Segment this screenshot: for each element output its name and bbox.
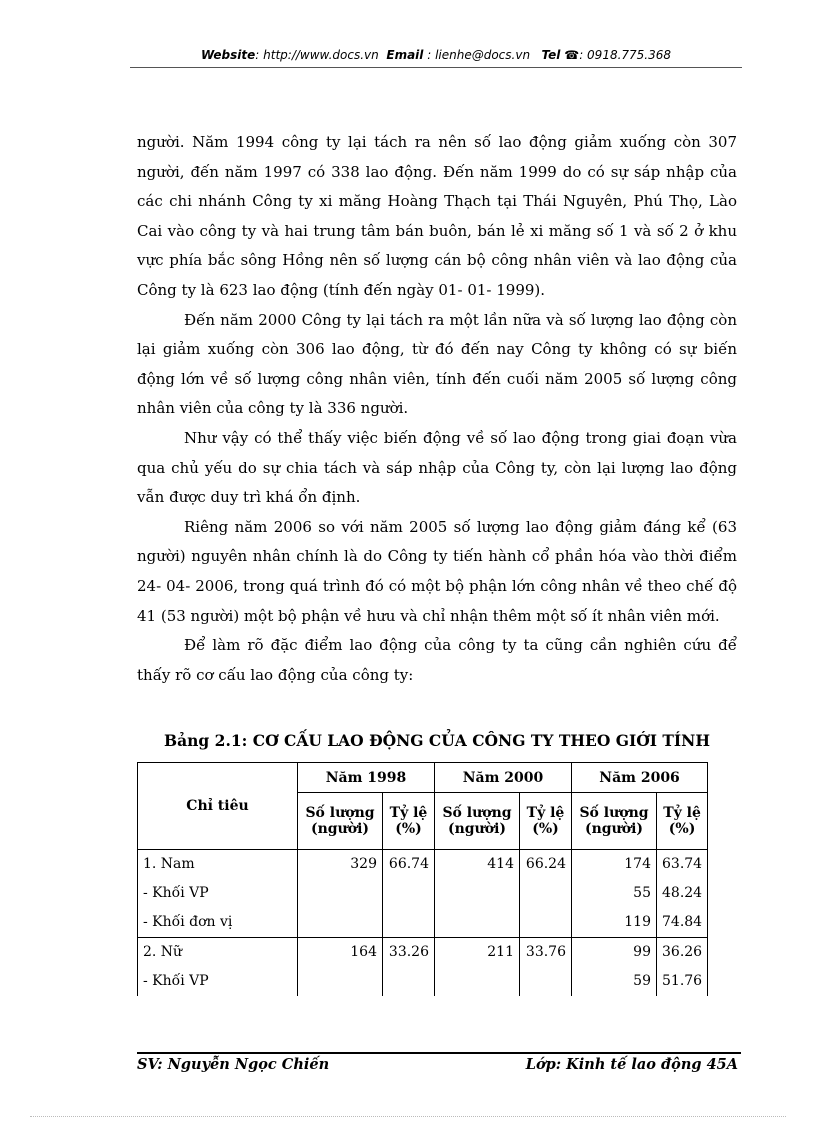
footer-divider	[137, 1052, 741, 1054]
cell-value: 63.74 48.24 74.84	[657, 850, 708, 938]
cell-value: 33.76	[520, 938, 572, 997]
cell-value: 66.74	[383, 850, 435, 938]
row-labels: 1. Nam - Khối VP - Khối đơn vị	[138, 850, 298, 938]
email-link[interactable]: : lienhe@docs.vn	[423, 48, 531, 62]
table-row-female	[138, 938, 708, 997]
year-header-2000: Năm 2000	[435, 763, 572, 793]
email-label: Email	[386, 48, 424, 62]
paragraph: người. Năm 1994 công ty lại tách ra nên số lao động giảm xuống còn 307 người, đến năm 1997 có 338 lao động. Đến năm 1999 do có sự sáp nhập của các chi nhánh Công ty xi măng Hoàng Thạch tại Thái Nguyên, Phú Thọ, Lào Cai vào công ty và hai trung tâm bán buôn, bán lẻ xi măng số 1 và số 2 ở khu vực phía bắc sông Hồng nên số lượng cán bộ công nhân viên và lao động của Công ty là 623 lao động (tính đến ngày 01- 01- 1999).	[137, 133, 737, 299]
footer-class: Lớp: Kinh tế lao động 45A	[525, 1056, 738, 1073]
qty-header: Số lượng (người)	[572, 793, 657, 850]
qty-header: Số lượng (người)	[435, 793, 520, 850]
cell-value: 33.26	[383, 938, 435, 997]
cell-value: 36.26 51.76	[657, 938, 708, 997]
cell-value: 174 55 119	[572, 850, 657, 938]
rate-header: Tỷ lệ (%)	[383, 793, 435, 850]
phone-icon: ☎	[564, 48, 580, 62]
header-divider	[130, 67, 742, 68]
footer-student: SV: Nguyễn Ngọc Chiến	[137, 1056, 330, 1073]
cell-value: 329	[298, 850, 383, 938]
paragraph: Đến năm 2000 Công ty lại tách ra một lần nữa và số lượng lao động còn lại giảm xuống còn 306 lao động, từ đó đến nay Công ty không có sự biến động lớn về số lượng công nhân viên, tính đến cuối năm 2005 số lượng công nhân viên của công ty là 336 người.	[137, 310, 737, 418]
paragraph: Như vậy có thể thấy việc biến động về số lao động trong giai đoạn vừa qua chủ yếu do sự chia tách và sáp nhập của Công ty, còn lại lượng lao động vẫn được duy trì khá ổn định.	[137, 428, 737, 507]
year-header-1998: Năm 1998	[298, 763, 435, 793]
cell-value: 414	[435, 850, 520, 938]
labor-structure-table	[137, 762, 708, 996]
rate-header: Tỷ lệ (%)	[520, 793, 572, 850]
tel-label: Tel	[541, 48, 561, 62]
table-row-male	[138, 850, 708, 938]
row-labels: 2. Nữ - Khối VP	[138, 938, 298, 997]
cell-value: 66.24	[520, 850, 572, 938]
cell-value: 211	[435, 938, 520, 997]
qty-header: Số lượng (người)	[298, 793, 383, 850]
cell-value: 99 59	[572, 938, 657, 997]
tel-value: : 0918.775.368	[579, 48, 672, 62]
rate-header: Tỷ lệ (%)	[657, 793, 708, 850]
website-link[interactable]: : http://www.docs.vn	[255, 48, 379, 62]
paragraph: Riêng năm 2006 so với năm 2005 số lượng lao động giảm đáng kể (63 người) nguyên nhân chính là do Công ty tiến hành cổ phần hóa vào thời điểm 24- 04- 2006, trong quá trình đó có một bộ phận lớn công nhân về theo chế độ 41 (53 người) một bộ phận về hưu và chỉ nhận thêm một số ít nhân viên mới.	[137, 517, 737, 625]
indicator-header: Chỉ tiêu	[138, 763, 298, 850]
page-edge-dots	[30, 1116, 786, 1117]
year-header-2006: Năm 2006	[572, 763, 708, 793]
paragraph: Để làm rõ đặc điểm lao động của công ty ta cũng cần nghiên cứu để thấy rõ cơ cấu lao động của công ty:	[137, 636, 737, 684]
cell-value: 164	[298, 938, 383, 997]
page-header	[130, 48, 742, 62]
website-label: Website	[200, 48, 256, 62]
body-text	[137, 128, 737, 690]
table-title: Bảng 2.1: CƠ CẤU LAO ĐỘNG CỦA CÔNG TY THEO GIỚI TÍNH	[164, 731, 710, 750]
